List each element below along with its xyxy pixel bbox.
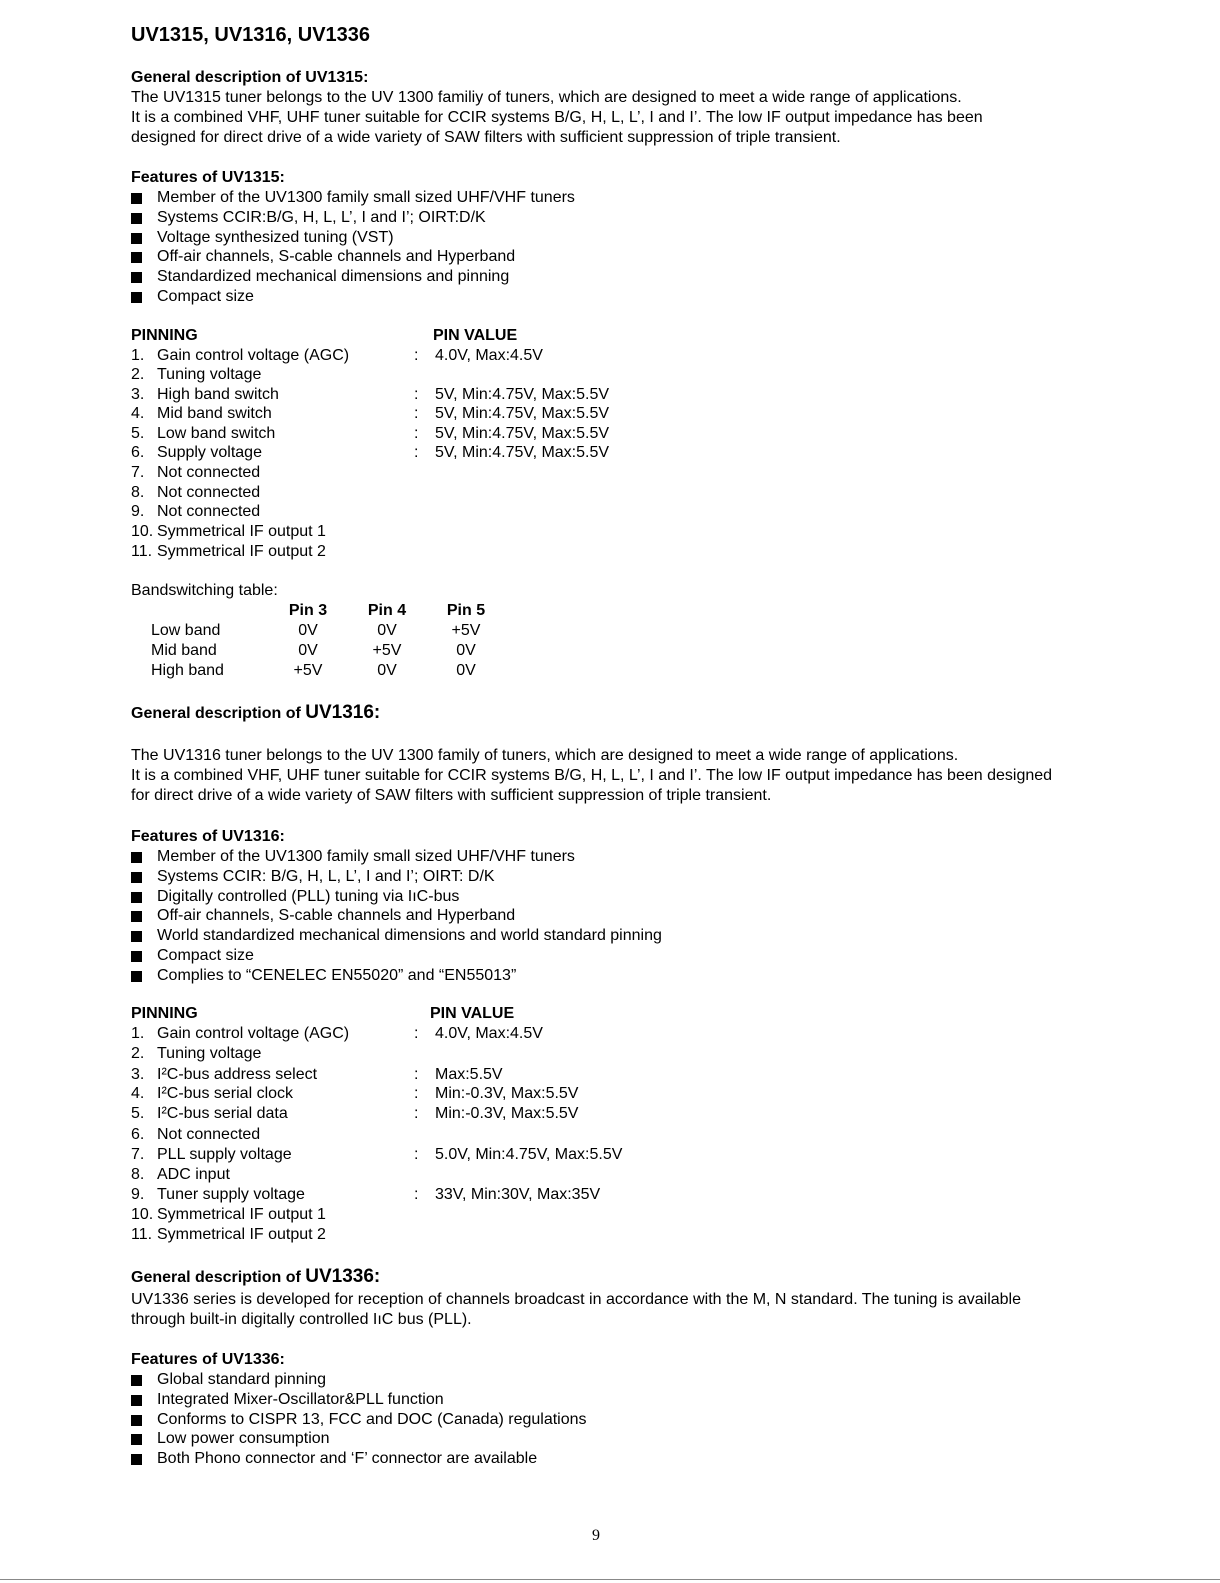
- pin-number: 5.: [131, 425, 145, 442]
- feature-item: Digitally controlled (PLL) tuning via IıC-bus: [157, 887, 460, 905]
- uv1316-pinning-heading: PINNING: [131, 1005, 198, 1022]
- pin-separator: :: [414, 444, 419, 461]
- pin-name: I²C-bus address select: [157, 1066, 318, 1083]
- pin-name: Not connected: [157, 503, 261, 520]
- pin-value: 5.0V, Min:4.75V, Max:5.5V: [435, 1146, 623, 1163]
- uv1336-features-heading: Features of UV1336:: [131, 1351, 285, 1368]
- uv1336-desc-line: through built-in digitally controlled IıC bus (PLL).: [131, 1311, 472, 1328]
- pin-number: 3.: [131, 1066, 145, 1083]
- pin-name: ADC input: [157, 1166, 230, 1183]
- pin-value: 4.0V, Max:4.5V: [435, 347, 543, 364]
- bandswitch-cell: 0V: [456, 642, 476, 659]
- bandswitch-cell: +5V: [372, 642, 402, 659]
- bandswitch-heading: Bandswitching table:: [131, 582, 278, 599]
- bullet-icon: [131, 272, 142, 283]
- uv1336-desc-heading-model: UV1336:: [305, 1266, 381, 1287]
- uv1316-desc-line: for direct drive of a wide variety of SAW filters with sufficient suppression of triple transient.: [131, 787, 772, 804]
- bandswitch-cell: +5V: [451, 622, 481, 639]
- bandswitch-row-label: Low band: [151, 622, 221, 639]
- pin-separator: :: [414, 1066, 419, 1083]
- uv1336-desc-heading-prefix: General description of: [131, 1269, 306, 1286]
- pin-number: 11.: [131, 543, 153, 560]
- bandswitch-col-header: Pin 3: [288, 602, 328, 619]
- feature-item: Complies to “CENELEC EN55020” and “EN55013”: [157, 966, 517, 984]
- pin-number: 4.: [131, 405, 145, 422]
- bandswitch-cell: +5V: [293, 662, 323, 679]
- bandswitch-cell: 0V: [298, 622, 318, 639]
- pin-separator: :: [414, 1105, 419, 1122]
- pin-name: Low band switch: [157, 425, 276, 442]
- pin-name: Not connected: [157, 484, 261, 501]
- pin-name: Symmetrical IF output 1: [157, 1206, 326, 1223]
- feature-item: Systems CCIR: B/G, H, L, L’, I and I’; OIRT: D/K: [157, 867, 495, 885]
- bullet-icon: [131, 193, 142, 204]
- bullet-icon: [131, 1415, 142, 1426]
- pin-separator: :: [414, 1025, 419, 1042]
- uv1316-features-heading: Features of UV1316:: [131, 828, 285, 845]
- bandswitch-cell: 0V: [377, 622, 397, 639]
- feature-item: Both Phono connector and ‘F’ connector are available: [157, 1450, 538, 1468]
- pin-value: 5V, Min:4.75V, Max:5.5V: [435, 444, 610, 461]
- pin-name: PLL supply voltage: [157, 1146, 292, 1163]
- bullet-icon: [131, 911, 142, 922]
- bullet-icon: [131, 252, 142, 263]
- bullet-icon: [131, 852, 142, 863]
- pin-number: 9.: [131, 1186, 145, 1203]
- bullet-icon: [131, 892, 142, 903]
- feature-item: World standardized mechanical dimensions and world standard pinning: [157, 927, 662, 945]
- pin-name: Supply voltage: [157, 444, 262, 461]
- pin-number: 2.: [131, 1045, 145, 1062]
- bullet-icon: [131, 213, 142, 224]
- pin-number: 10.: [131, 1206, 154, 1223]
- bullet-icon: [131, 1454, 142, 1465]
- page-title: UV1315, UV1316, UV1336: [131, 24, 371, 46]
- bullet-icon: [131, 931, 142, 942]
- feature-item: Off-air channels, S-cable channels and Hyperband: [157, 248, 516, 266]
- bullet-icon: [131, 1434, 142, 1445]
- pin-number: 4.: [131, 1085, 145, 1102]
- uv1316-desc-heading: [131, 703, 380, 724]
- uv1315-desc-line: designed for direct drive of a wide variety of SAW filters with sufficient suppression of triple transient.: [131, 129, 841, 146]
- feature-item: Off-air channels, S-cable channels and Hyperband: [157, 907, 516, 925]
- uv1316-desc-line: The UV1316 tuner belongs to the UV 1300 family of tuners, which are designed to meet a wide range of applications.: [131, 747, 959, 764]
- bullet-icon: [131, 951, 142, 962]
- pin-separator: :: [414, 1186, 419, 1203]
- pin-separator: :: [414, 1146, 419, 1163]
- pin-number: 8.: [131, 484, 145, 501]
- pin-separator: :: [414, 347, 419, 364]
- pin-value: 5V, Min:4.75V, Max:5.5V: [435, 386, 610, 403]
- bullet-icon: [131, 1375, 142, 1386]
- pin-number: 11.: [131, 1226, 153, 1243]
- uv1315-desc-line: The UV1315 tuner belongs to the UV 1300 familiy of tuners, which are designed to meet a wide range of applications.: [131, 89, 962, 106]
- uv1336-desc-line: UV1336 series is developed for reception of channels broadcast in accordance with the M, N standard. The tuning is available: [131, 1291, 1021, 1308]
- feature-item: Conforms to CISPR 13, FCC and DOC (Canada) regulations: [157, 1410, 587, 1428]
- feature-item: Standardized mechanical dimensions and pinning: [157, 268, 510, 286]
- uv1315-features-heading: Features of UV1315:: [131, 169, 285, 186]
- bullet-icon: [131, 872, 142, 883]
- pin-number: 10.: [131, 523, 154, 540]
- pin-separator: :: [414, 425, 419, 442]
- feature-item: Low power consumption: [157, 1430, 330, 1448]
- pin-name: Gain control voltage (AGC): [157, 1025, 350, 1042]
- pin-number: 6.: [131, 444, 145, 461]
- pin-separator: :: [414, 386, 419, 403]
- feature-item: Compact size: [157, 288, 254, 305]
- pin-number: 7.: [131, 464, 145, 481]
- pin-name: Symmetrical IF output 2: [157, 543, 326, 560]
- bullet-icon: [131, 233, 142, 244]
- uv1315-desc-line: It is a combined VHF, UHF tuner suitable for CCIR systems B/G, H, L, L’, I and I’. The low IF output impedance has been: [131, 109, 983, 126]
- pin-name: I²C-bus serial data: [157, 1105, 288, 1122]
- pin-name: High band switch: [157, 386, 279, 403]
- pin-number: 8.: [131, 1166, 145, 1183]
- uv1336-desc-heading: [131, 1267, 380, 1288]
- feature-item: Global standard pinning: [157, 1371, 327, 1388]
- pin-number: 1.: [131, 347, 145, 364]
- pin-name: Tuner supply voltage: [157, 1186, 305, 1203]
- pin-value: 33V, Min:30V, Max:35V: [435, 1186, 601, 1203]
- feature-item: Member of the UV1300 family small sized UHF/VHF tuners: [157, 189, 575, 206]
- pin-number: 7.: [131, 1146, 145, 1163]
- bandswitch-col-header: Pin 5: [446, 602, 486, 619]
- pin-number: 1.: [131, 1025, 145, 1042]
- uv1315-desc-heading: General description of UV1315:: [131, 69, 369, 86]
- pin-name: Symmetrical IF output 2: [157, 1226, 326, 1243]
- uv1316-pin-value-heading: PIN VALUE: [430, 1005, 515, 1022]
- pin-name: Not connected: [157, 1126, 261, 1143]
- bandswitch-col-header: Pin 4: [367, 602, 407, 619]
- uv1316-desc-line: It is a combined VHF, UHF tuner suitable for CCIR systems B/G, H, L, L’, I and I’. The low IF output impedance has been designed: [131, 767, 1053, 784]
- bandswitch-cell: 0V: [298, 642, 318, 659]
- pin-number: 9.: [131, 503, 145, 520]
- feature-item: Member of the UV1300 family small sized UHF/VHF tuners: [157, 848, 575, 865]
- pin-number: 6.: [131, 1126, 145, 1143]
- page-bottom-border: [0, 1579, 1220, 1580]
- bandswitch-row-label: High band: [151, 662, 224, 679]
- bandswitch-cell: 0V: [456, 662, 476, 679]
- pin-value: 5V, Min:4.75V, Max:5.5V: [435, 425, 610, 442]
- uv1315-pinning-heading: PINNING: [131, 327, 198, 344]
- pin-number: 2.: [131, 366, 145, 383]
- pin-separator: :: [414, 405, 419, 422]
- pin-name: Mid band switch: [157, 405, 272, 422]
- pin-number: 5.: [131, 1105, 145, 1122]
- pin-value: 5V, Min:4.75V, Max:5.5V: [435, 405, 610, 422]
- feature-item: Integrated Mixer-Oscillator&PLL function: [157, 1390, 444, 1408]
- page-number: 9: [592, 1527, 600, 1544]
- pin-value: Max:5.5V: [435, 1066, 503, 1083]
- bullet-icon: [131, 292, 142, 303]
- bullet-icon: [131, 971, 142, 982]
- pin-name: Symmetrical IF output 1: [157, 523, 326, 540]
- pin-name: Tuning voltage: [157, 366, 262, 383]
- pin-name: I²C-bus serial clock: [157, 1085, 294, 1102]
- uv1316-desc-heading-model: UV1316:: [305, 702, 381, 723]
- uv1315-pin-value-heading: PIN VALUE: [433, 327, 518, 344]
- feature-item: Compact size: [157, 947, 254, 964]
- bandswitch-cell: 0V: [377, 662, 397, 679]
- pin-value: 4.0V, Max:4.5V: [435, 1025, 543, 1042]
- feature-item: Voltage synthesized tuning (VST): [157, 228, 394, 246]
- pin-name: Not connected: [157, 464, 261, 481]
- bullet-icon: [131, 1395, 142, 1406]
- feature-item: Systems CCIR:B/G, H, L, L’, I and I’; OIRT:D/K: [157, 208, 486, 226]
- pin-separator: :: [414, 1085, 419, 1102]
- pin-name: Gain control voltage (AGC): [157, 347, 350, 364]
- pin-value: Min:-0.3V, Max:5.5V: [435, 1085, 579, 1102]
- bandswitch-row-label: Mid band: [151, 642, 217, 659]
- uv1316-desc-heading-prefix: General description of: [131, 705, 306, 722]
- pin-name: Tuning voltage: [157, 1045, 262, 1062]
- pin-value: Min:-0.3V, Max:5.5V: [435, 1105, 579, 1122]
- pin-number: 3.: [131, 386, 145, 403]
